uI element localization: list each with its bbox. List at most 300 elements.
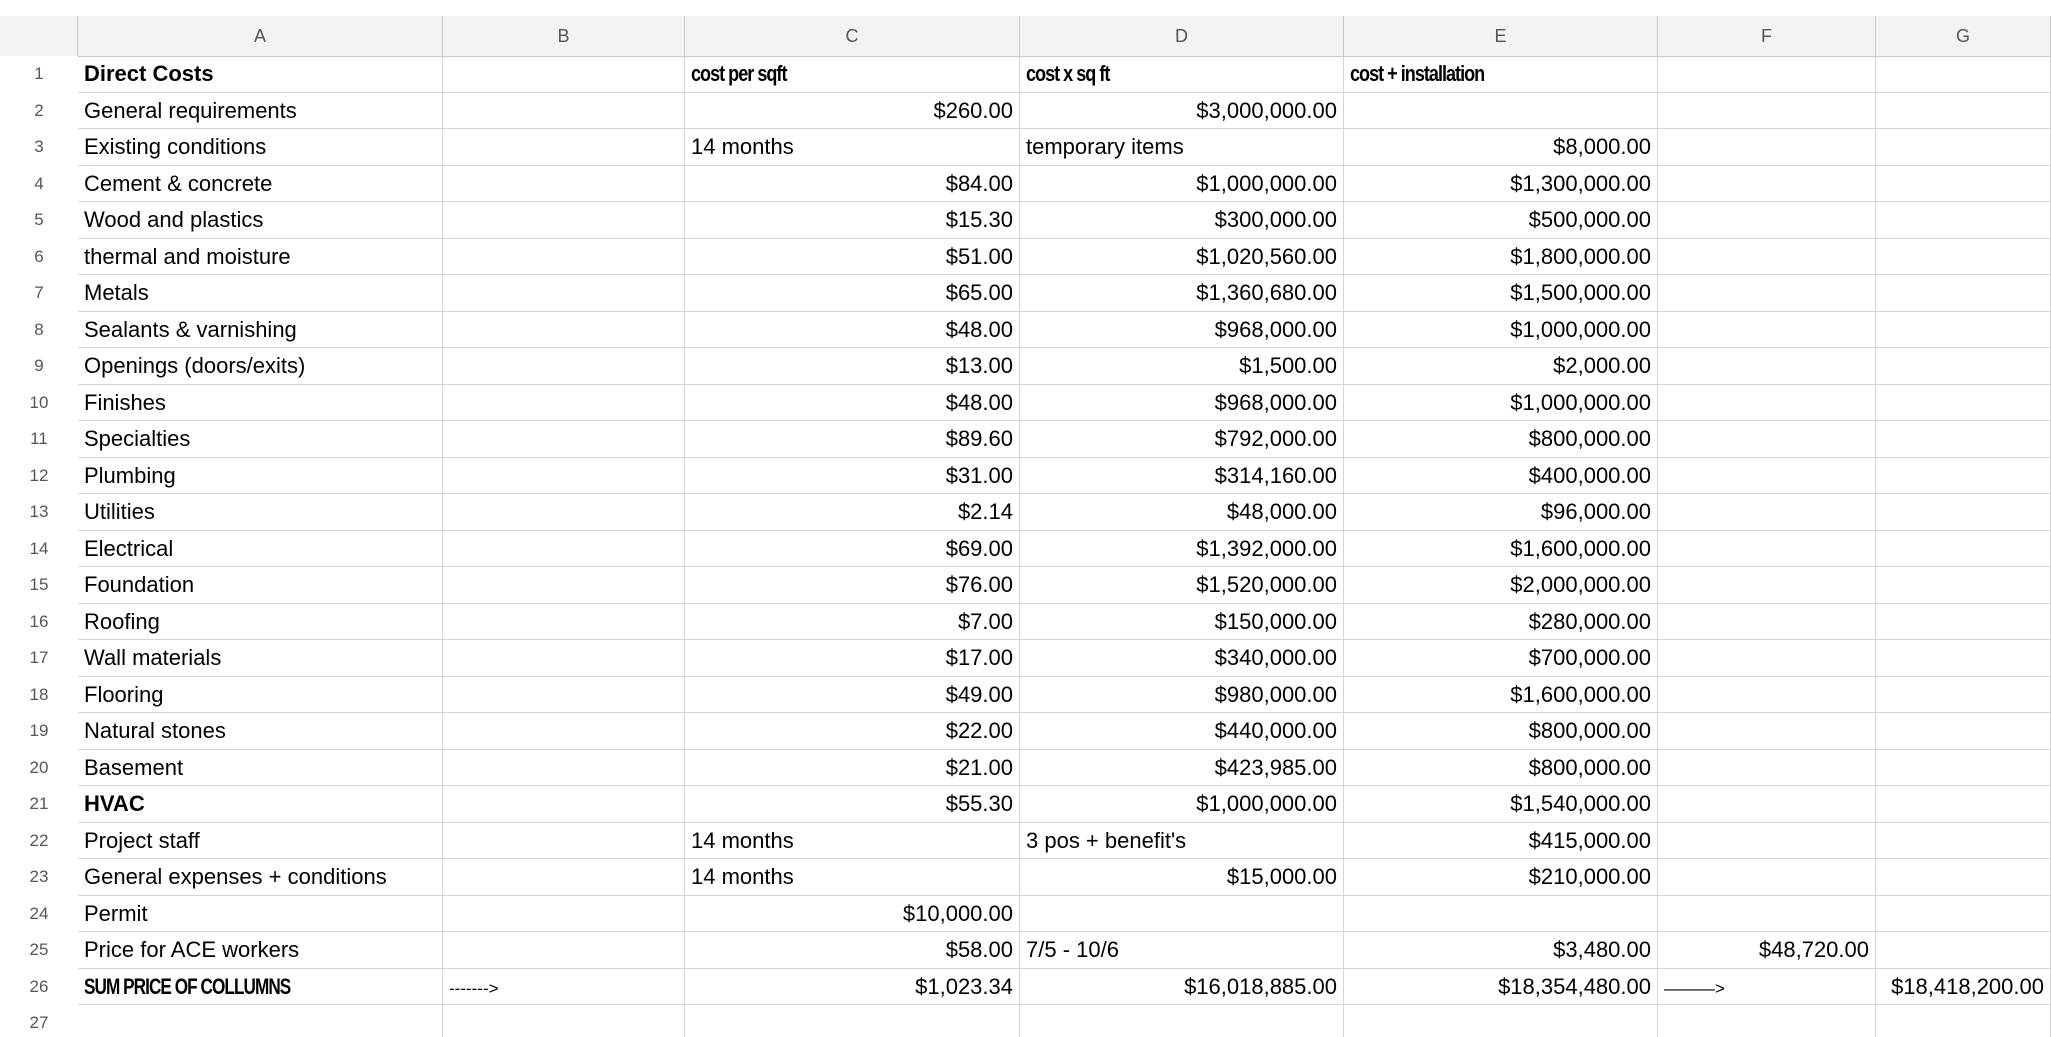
cell-b5[interactable] xyxy=(443,202,685,239)
cell-text: Sealants & varnishing xyxy=(84,316,297,342)
cell-d7[interactable] xyxy=(1020,275,1344,312)
cell-text: General requirements xyxy=(84,97,297,123)
cell-d27[interactable] xyxy=(1020,1005,1344,1037)
cell-text: $84.00 xyxy=(945,170,1013,196)
cell-g13[interactable] xyxy=(1876,494,2051,531)
cell-text: thermal and moisture xyxy=(84,243,291,269)
cell-text: Electrical xyxy=(84,535,174,561)
cell-text: $8,000.00 xyxy=(1553,134,1651,159)
cell-g15[interactable] xyxy=(1876,567,2051,604)
cell-c8[interactable] xyxy=(685,312,1020,349)
cell-b14[interactable] xyxy=(443,531,685,568)
cell-b6[interactable] xyxy=(443,239,685,276)
cell-c27[interactable] xyxy=(685,1005,1020,1037)
table-row xyxy=(0,677,2051,714)
cell-c11[interactable] xyxy=(685,421,1020,458)
cell-text: $49.00 xyxy=(945,681,1013,707)
cell-f8[interactable] xyxy=(1658,312,1876,349)
cell-f11[interactable] xyxy=(1658,421,1876,458)
cell-e7[interactable] xyxy=(1344,275,1658,312)
cell-text: $1,800,000.00 xyxy=(1510,243,1651,269)
row-header[interactable]: 1 xyxy=(0,56,78,93)
cell-d24[interactable] xyxy=(1020,896,1344,933)
cell-g7[interactable] xyxy=(1876,275,2051,312)
cell-b11[interactable] xyxy=(443,421,685,458)
cell-text: Wood and plastics xyxy=(84,207,264,232)
toolbar-edge xyxy=(0,0,2051,17)
cell-b26[interactable] xyxy=(443,969,685,1006)
cell-text: $18,418,200.00 xyxy=(1891,973,2044,999)
cell-text: Existing conditions xyxy=(84,134,267,159)
cell-c1[interactable] xyxy=(685,56,1020,93)
table-row xyxy=(0,859,2051,896)
row-header[interactable]: 2 xyxy=(0,93,78,130)
cell-b17[interactable] xyxy=(443,640,685,677)
cell-a25[interactable] xyxy=(78,932,443,969)
cell-c12[interactable] xyxy=(685,458,1020,495)
cell-g5[interactable] xyxy=(1876,202,2051,239)
cell-f6[interactable] xyxy=(1658,239,1876,276)
cell-b21[interactable] xyxy=(443,786,685,823)
row-header[interactable]: 12 xyxy=(0,458,78,495)
table-row xyxy=(0,275,2051,312)
cell-d10[interactable] xyxy=(1020,385,1344,422)
table-row xyxy=(0,1005,2051,1037)
row-header[interactable]: 20 xyxy=(0,750,78,787)
cell-text: $2,000.00 xyxy=(1553,353,1651,378)
cell-f21[interactable] xyxy=(1658,786,1876,823)
cell-a6[interactable] xyxy=(78,239,443,276)
cell-c21[interactable] xyxy=(685,786,1020,823)
row-header[interactable]: 22 xyxy=(0,823,78,860)
cell-b22[interactable] xyxy=(443,823,685,860)
cell-d18[interactable] xyxy=(1020,677,1344,714)
cell-e25[interactable] xyxy=(1344,932,1658,969)
cell-b10[interactable] xyxy=(443,385,685,422)
cell-text: $48,000.00 xyxy=(1226,499,1337,524)
cell-c7[interactable] xyxy=(685,275,1020,312)
table-row xyxy=(0,458,2051,495)
cell-text: Wall materials xyxy=(84,645,222,670)
cell-text: $400,000.00 xyxy=(1528,462,1651,488)
cell-text: $65.00 xyxy=(945,280,1013,305)
cell-c2[interactable] xyxy=(685,93,1020,130)
cell-e21[interactable] xyxy=(1344,786,1658,823)
cell-a18[interactable] xyxy=(78,677,443,714)
cell-d8[interactable] xyxy=(1020,312,1344,349)
column-header-g[interactable]: G xyxy=(1876,16,2051,56)
cell-b2[interactable] xyxy=(443,93,685,130)
select-all-corner[interactable] xyxy=(0,16,78,56)
cell-b13[interactable] xyxy=(443,494,685,531)
cell-f4[interactable] xyxy=(1658,166,1876,203)
cell-f16[interactable] xyxy=(1658,604,1876,641)
cell-e23[interactable] xyxy=(1344,859,1658,896)
cell-c15[interactable] xyxy=(685,567,1020,604)
cell-d15[interactable] xyxy=(1020,567,1344,604)
cell-f25[interactable] xyxy=(1658,932,1876,969)
cell-f2[interactable] xyxy=(1658,93,1876,130)
column-header-b[interactable]: B xyxy=(443,16,685,56)
cell-b24[interactable] xyxy=(443,896,685,933)
cell-f5[interactable] xyxy=(1658,202,1876,239)
cell-a1[interactable] xyxy=(78,56,443,93)
cell-f15[interactable] xyxy=(1658,567,1876,604)
cell-text: Natural stones xyxy=(84,718,226,743)
cell-d12[interactable] xyxy=(1020,458,1344,495)
cell-d9[interactable] xyxy=(1020,348,1344,385)
cell-text: $1,000,000.00 xyxy=(1510,316,1651,342)
row-header[interactable]: 4 xyxy=(0,166,78,203)
row-header[interactable]: 19 xyxy=(0,713,78,750)
cell-d2[interactable] xyxy=(1020,93,1344,130)
cell-b1[interactable] xyxy=(443,56,685,93)
cell-g17[interactable] xyxy=(1876,640,2051,677)
row-header[interactable]: 17 xyxy=(0,640,78,677)
cell-g11[interactable] xyxy=(1876,421,2051,458)
cell-f18[interactable] xyxy=(1658,677,1876,714)
cell-e5[interactable] xyxy=(1344,202,1658,239)
row-header[interactable]: 26 xyxy=(0,969,78,1006)
cell-text: $22.00 xyxy=(945,718,1013,743)
cell-d1[interactable] xyxy=(1020,56,1344,93)
cell-a23[interactable] xyxy=(78,859,443,896)
cell-f17[interactable] xyxy=(1658,640,1876,677)
cell-e12[interactable] xyxy=(1344,458,1658,495)
cell-f19[interactable] xyxy=(1658,713,1876,750)
cell-text: $1,360,680.00 xyxy=(1196,280,1337,305)
table-row xyxy=(0,640,2051,677)
cell-e18[interactable] xyxy=(1344,677,1658,714)
cell-a26[interactable] xyxy=(78,969,443,1006)
table-row xyxy=(0,786,2051,823)
cell-a27[interactable] xyxy=(78,1005,443,1037)
cell-c24[interactable] xyxy=(685,896,1020,933)
cell-g22[interactable] xyxy=(1876,823,2051,860)
cell-c6[interactable] xyxy=(685,239,1020,276)
cell-g2[interactable] xyxy=(1876,93,2051,130)
cell-text: $423,985.00 xyxy=(1214,754,1337,780)
cell-a19[interactable] xyxy=(78,713,443,750)
cell-a10[interactable] xyxy=(78,385,443,422)
cell-text: cost + installation xyxy=(1350,61,1485,86)
cell-b16[interactable] xyxy=(443,604,685,641)
cell-d3[interactable] xyxy=(1020,129,1344,166)
cell-g6[interactable] xyxy=(1876,239,2051,276)
cell-a20[interactable] xyxy=(78,750,443,787)
cell-text: $980,000.00 xyxy=(1214,681,1337,707)
table-row xyxy=(0,93,2051,130)
row-header[interactable]: 13 xyxy=(0,494,78,531)
cell-a8[interactable] xyxy=(78,312,443,349)
cell-b23[interactable] xyxy=(443,859,685,896)
cell-g14[interactable] xyxy=(1876,531,2051,568)
column-header-e[interactable]: E xyxy=(1344,16,1658,56)
row-header[interactable]: 9 xyxy=(0,348,78,385)
cell-g3[interactable] xyxy=(1876,129,2051,166)
cell-e8[interactable] xyxy=(1344,312,1658,349)
cell-text: $1,000,000.00 xyxy=(1196,170,1337,196)
cell-text: cost x sq ft xyxy=(1026,61,1110,86)
cell-b12[interactable] xyxy=(443,458,685,495)
cell-e2[interactable] xyxy=(1344,93,1658,130)
cell-e10[interactable] xyxy=(1344,385,1658,422)
cell-c14[interactable] xyxy=(685,531,1020,568)
cell-b9[interactable] xyxy=(443,348,685,385)
cell-text: $1,000,000.00 xyxy=(1510,389,1651,415)
cell-b18[interactable] xyxy=(443,677,685,714)
cell-text: Utilities xyxy=(84,499,155,524)
cell-f9[interactable] xyxy=(1658,348,1876,385)
row-header[interactable]: 21 xyxy=(0,786,78,823)
cell-d19[interactable] xyxy=(1020,713,1344,750)
cell-b20[interactable] xyxy=(443,750,685,787)
cell-d11[interactable] xyxy=(1020,421,1344,458)
cell-a13[interactable] xyxy=(78,494,443,531)
row-header[interactable]: 3 xyxy=(0,129,78,166)
cell-e9[interactable] xyxy=(1344,348,1658,385)
cell-a5[interactable] xyxy=(78,202,443,239)
row-header[interactable]: 24 xyxy=(0,896,78,933)
cell-d21[interactable] xyxy=(1020,786,1344,823)
cell-c20[interactable] xyxy=(685,750,1020,787)
cell-c3[interactable] xyxy=(685,129,1020,166)
cell-c16[interactable] xyxy=(685,604,1020,641)
cell-text: $260.00 xyxy=(933,97,1013,123)
cell-text: Specialties xyxy=(84,426,191,451)
cell-g23[interactable] xyxy=(1876,859,2051,896)
row-header[interactable]: 6 xyxy=(0,239,78,276)
cell-e15[interactable] xyxy=(1344,567,1658,604)
row-header[interactable]: 5 xyxy=(0,202,78,239)
cell-f13[interactable] xyxy=(1658,494,1876,531)
cell-c10[interactable] xyxy=(685,385,1020,422)
cell-g26[interactable] xyxy=(1876,969,2051,1006)
cell-text: $58.00 xyxy=(945,937,1013,962)
cell-b15[interactable] xyxy=(443,567,685,604)
row-header[interactable]: 11 xyxy=(0,421,78,458)
cell-text: $76.00 xyxy=(945,572,1013,597)
cell-c17[interactable] xyxy=(685,640,1020,677)
cell-text: SUM PRICE OF COLLUMNS xyxy=(84,973,291,999)
cell-text: $13.00 xyxy=(945,353,1013,378)
cell-g18[interactable] xyxy=(1876,677,2051,714)
cell-text: $1,600,000.00 xyxy=(1510,535,1651,561)
cell-e6[interactable] xyxy=(1344,239,1658,276)
cell-text: $968,000.00 xyxy=(1214,389,1337,415)
cell-d14[interactable] xyxy=(1020,531,1344,568)
row-header[interactable]: 8 xyxy=(0,312,78,349)
cell-f22[interactable] xyxy=(1658,823,1876,860)
cell-text: $69.00 xyxy=(945,535,1013,561)
column-header-row xyxy=(0,16,2051,57)
row-header[interactable]: 23 xyxy=(0,859,78,896)
cell-g25[interactable] xyxy=(1876,932,2051,969)
column-header-c[interactable]: C xyxy=(685,16,1020,56)
cell-g9[interactable] xyxy=(1876,348,2051,385)
cell-g4[interactable] xyxy=(1876,166,2051,203)
cell-g12[interactable] xyxy=(1876,458,2051,495)
cell-d6[interactable] xyxy=(1020,239,1344,276)
cell-e24[interactable] xyxy=(1344,896,1658,933)
cell-a3[interactable] xyxy=(78,129,443,166)
table-row xyxy=(0,421,2051,458)
cell-text: $1,023.34 xyxy=(915,973,1013,999)
cell-text: $21.00 xyxy=(945,754,1013,780)
cell-text: $96,000.00 xyxy=(1540,499,1651,524)
cell-text: HVAC xyxy=(84,791,145,816)
cell-a4[interactable] xyxy=(78,166,443,203)
cell-e17[interactable] xyxy=(1344,640,1658,677)
cell-d5[interactable] xyxy=(1020,202,1344,239)
cell-c23[interactable] xyxy=(685,859,1020,896)
cell-a7[interactable] xyxy=(78,275,443,312)
cell-e13[interactable] xyxy=(1344,494,1658,531)
table-row xyxy=(0,896,2051,933)
cell-c5[interactable] xyxy=(685,202,1020,239)
cell-b4[interactable] xyxy=(443,166,685,203)
cell-a2[interactable] xyxy=(78,93,443,130)
cell-a17[interactable] xyxy=(78,640,443,677)
cell-grid xyxy=(0,56,2051,1037)
cell-d20[interactable] xyxy=(1020,750,1344,787)
cell-a24[interactable] xyxy=(78,896,443,933)
cell-b3[interactable] xyxy=(443,129,685,166)
cell-text: ———> xyxy=(1664,978,1725,998)
cell-a16[interactable] xyxy=(78,604,443,641)
cell-text: $314,160.00 xyxy=(1214,462,1337,488)
cell-f3[interactable] xyxy=(1658,129,1876,166)
cell-f10[interactable] xyxy=(1658,385,1876,422)
cell-f24[interactable] xyxy=(1658,896,1876,933)
row-header[interactable]: 18 xyxy=(0,677,78,714)
cell-text: $18,354,480.00 xyxy=(1498,973,1651,999)
cell-text: 14 months xyxy=(691,134,794,159)
cell-d4[interactable] xyxy=(1020,166,1344,203)
cell-c13[interactable] xyxy=(685,494,1020,531)
cell-text: Cement & concrete xyxy=(84,170,273,196)
cell-e26[interactable] xyxy=(1344,969,1658,1006)
cell-a12[interactable] xyxy=(78,458,443,495)
cell-e14[interactable] xyxy=(1344,531,1658,568)
row-header[interactable]: 7 xyxy=(0,275,78,312)
cell-g8[interactable] xyxy=(1876,312,2051,349)
cell-g19[interactable] xyxy=(1876,713,2051,750)
cell-g21[interactable] xyxy=(1876,786,2051,823)
cell-text: $1,020,560.00 xyxy=(1196,243,1337,269)
cell-e16[interactable] xyxy=(1344,604,1658,641)
cell-e4[interactable] xyxy=(1344,166,1658,203)
cell-e20[interactable] xyxy=(1344,750,1658,787)
cell-d22[interactable] xyxy=(1020,823,1344,860)
cell-text: Flooring xyxy=(84,681,164,707)
cell-text: Permit xyxy=(84,900,148,926)
cell-c22[interactable] xyxy=(685,823,1020,860)
cell-text: $2.14 xyxy=(957,499,1013,524)
row-header[interactable]: 10 xyxy=(0,385,78,422)
cell-text: Basement xyxy=(84,754,184,780)
row-header[interactable]: 15 xyxy=(0,567,78,604)
cell-text: $440,000.00 xyxy=(1214,718,1337,743)
cell-f23[interactable] xyxy=(1658,859,1876,896)
cell-e19[interactable] xyxy=(1344,713,1658,750)
cell-text: $48.00 xyxy=(945,389,1013,415)
row-header[interactable]: 14 xyxy=(0,531,78,568)
cell-e3[interactable] xyxy=(1344,129,1658,166)
column-header-d[interactable]: D xyxy=(1020,16,1344,56)
cell-g24[interactable] xyxy=(1876,896,2051,933)
cell-c26[interactable] xyxy=(685,969,1020,1006)
cell-d25[interactable] xyxy=(1020,932,1344,969)
cell-e27[interactable] xyxy=(1344,1005,1658,1037)
cell-f14[interactable] xyxy=(1658,531,1876,568)
cell-d26[interactable] xyxy=(1020,969,1344,1006)
cell-f20[interactable] xyxy=(1658,750,1876,787)
cell-text: General expenses + conditions xyxy=(84,864,387,889)
column-header-f[interactable]: F xyxy=(1658,16,1876,56)
cell-c18[interactable] xyxy=(685,677,1020,714)
cell-f26[interactable] xyxy=(1658,969,1876,1006)
cell-text: $17.00 xyxy=(945,645,1013,670)
cell-f12[interactable] xyxy=(1658,458,1876,495)
cell-text: $1,000,000.00 xyxy=(1196,791,1337,816)
cell-b7[interactable] xyxy=(443,275,685,312)
cell-c9[interactable] xyxy=(685,348,1020,385)
cell-f1[interactable] xyxy=(1658,56,1876,93)
cell-text: 3 pos + benefit's xyxy=(1026,827,1187,853)
cell-g20[interactable] xyxy=(1876,750,2051,787)
cell-a15[interactable] xyxy=(78,567,443,604)
cell-f7[interactable] xyxy=(1658,275,1876,312)
cell-g16[interactable] xyxy=(1876,604,2051,641)
cell-text: $2,000,000.00 xyxy=(1510,572,1651,597)
cell-text: $48,720.00 xyxy=(1758,937,1869,962)
cell-b19[interactable] xyxy=(443,713,685,750)
cell-a21[interactable] xyxy=(78,786,443,823)
table-row xyxy=(0,567,2051,604)
cell-a9[interactable] xyxy=(78,348,443,385)
cell-d17[interactable] xyxy=(1020,640,1344,677)
cell-b25[interactable] xyxy=(443,932,685,969)
row-header[interactable]: 16 xyxy=(0,604,78,641)
row-header[interactable]: 27 xyxy=(0,1005,78,1037)
cell-e11[interactable] xyxy=(1344,421,1658,458)
cell-e22[interactable] xyxy=(1344,823,1658,860)
cell-text: $31.00 xyxy=(945,462,1013,488)
cell-a14[interactable] xyxy=(78,531,443,568)
cell-d13[interactable] xyxy=(1020,494,1344,531)
cell-a22[interactable] xyxy=(78,823,443,860)
cell-b27[interactable] xyxy=(443,1005,685,1037)
cell-text: $300,000.00 xyxy=(1214,207,1337,232)
cell-g27[interactable] xyxy=(1876,1005,2051,1037)
cell-a11[interactable] xyxy=(78,421,443,458)
cell-g10[interactable] xyxy=(1876,385,2051,422)
cell-g1[interactable] xyxy=(1876,56,2051,93)
cell-text: Foundation xyxy=(84,572,195,597)
cell-c25[interactable] xyxy=(685,932,1020,969)
cell-b8[interactable] xyxy=(443,312,685,349)
cell-c19[interactable] xyxy=(685,713,1020,750)
cell-f27[interactable] xyxy=(1658,1005,1876,1037)
cell-d23[interactable] xyxy=(1020,859,1344,896)
column-header-a[interactable]: A xyxy=(78,16,443,56)
cell-c4[interactable] xyxy=(685,166,1020,203)
cell-e1[interactable] xyxy=(1344,56,1658,93)
cell-text: $48.00 xyxy=(945,316,1013,342)
row-header[interactable]: 25 xyxy=(0,932,78,969)
cell-d16[interactable] xyxy=(1020,604,1344,641)
